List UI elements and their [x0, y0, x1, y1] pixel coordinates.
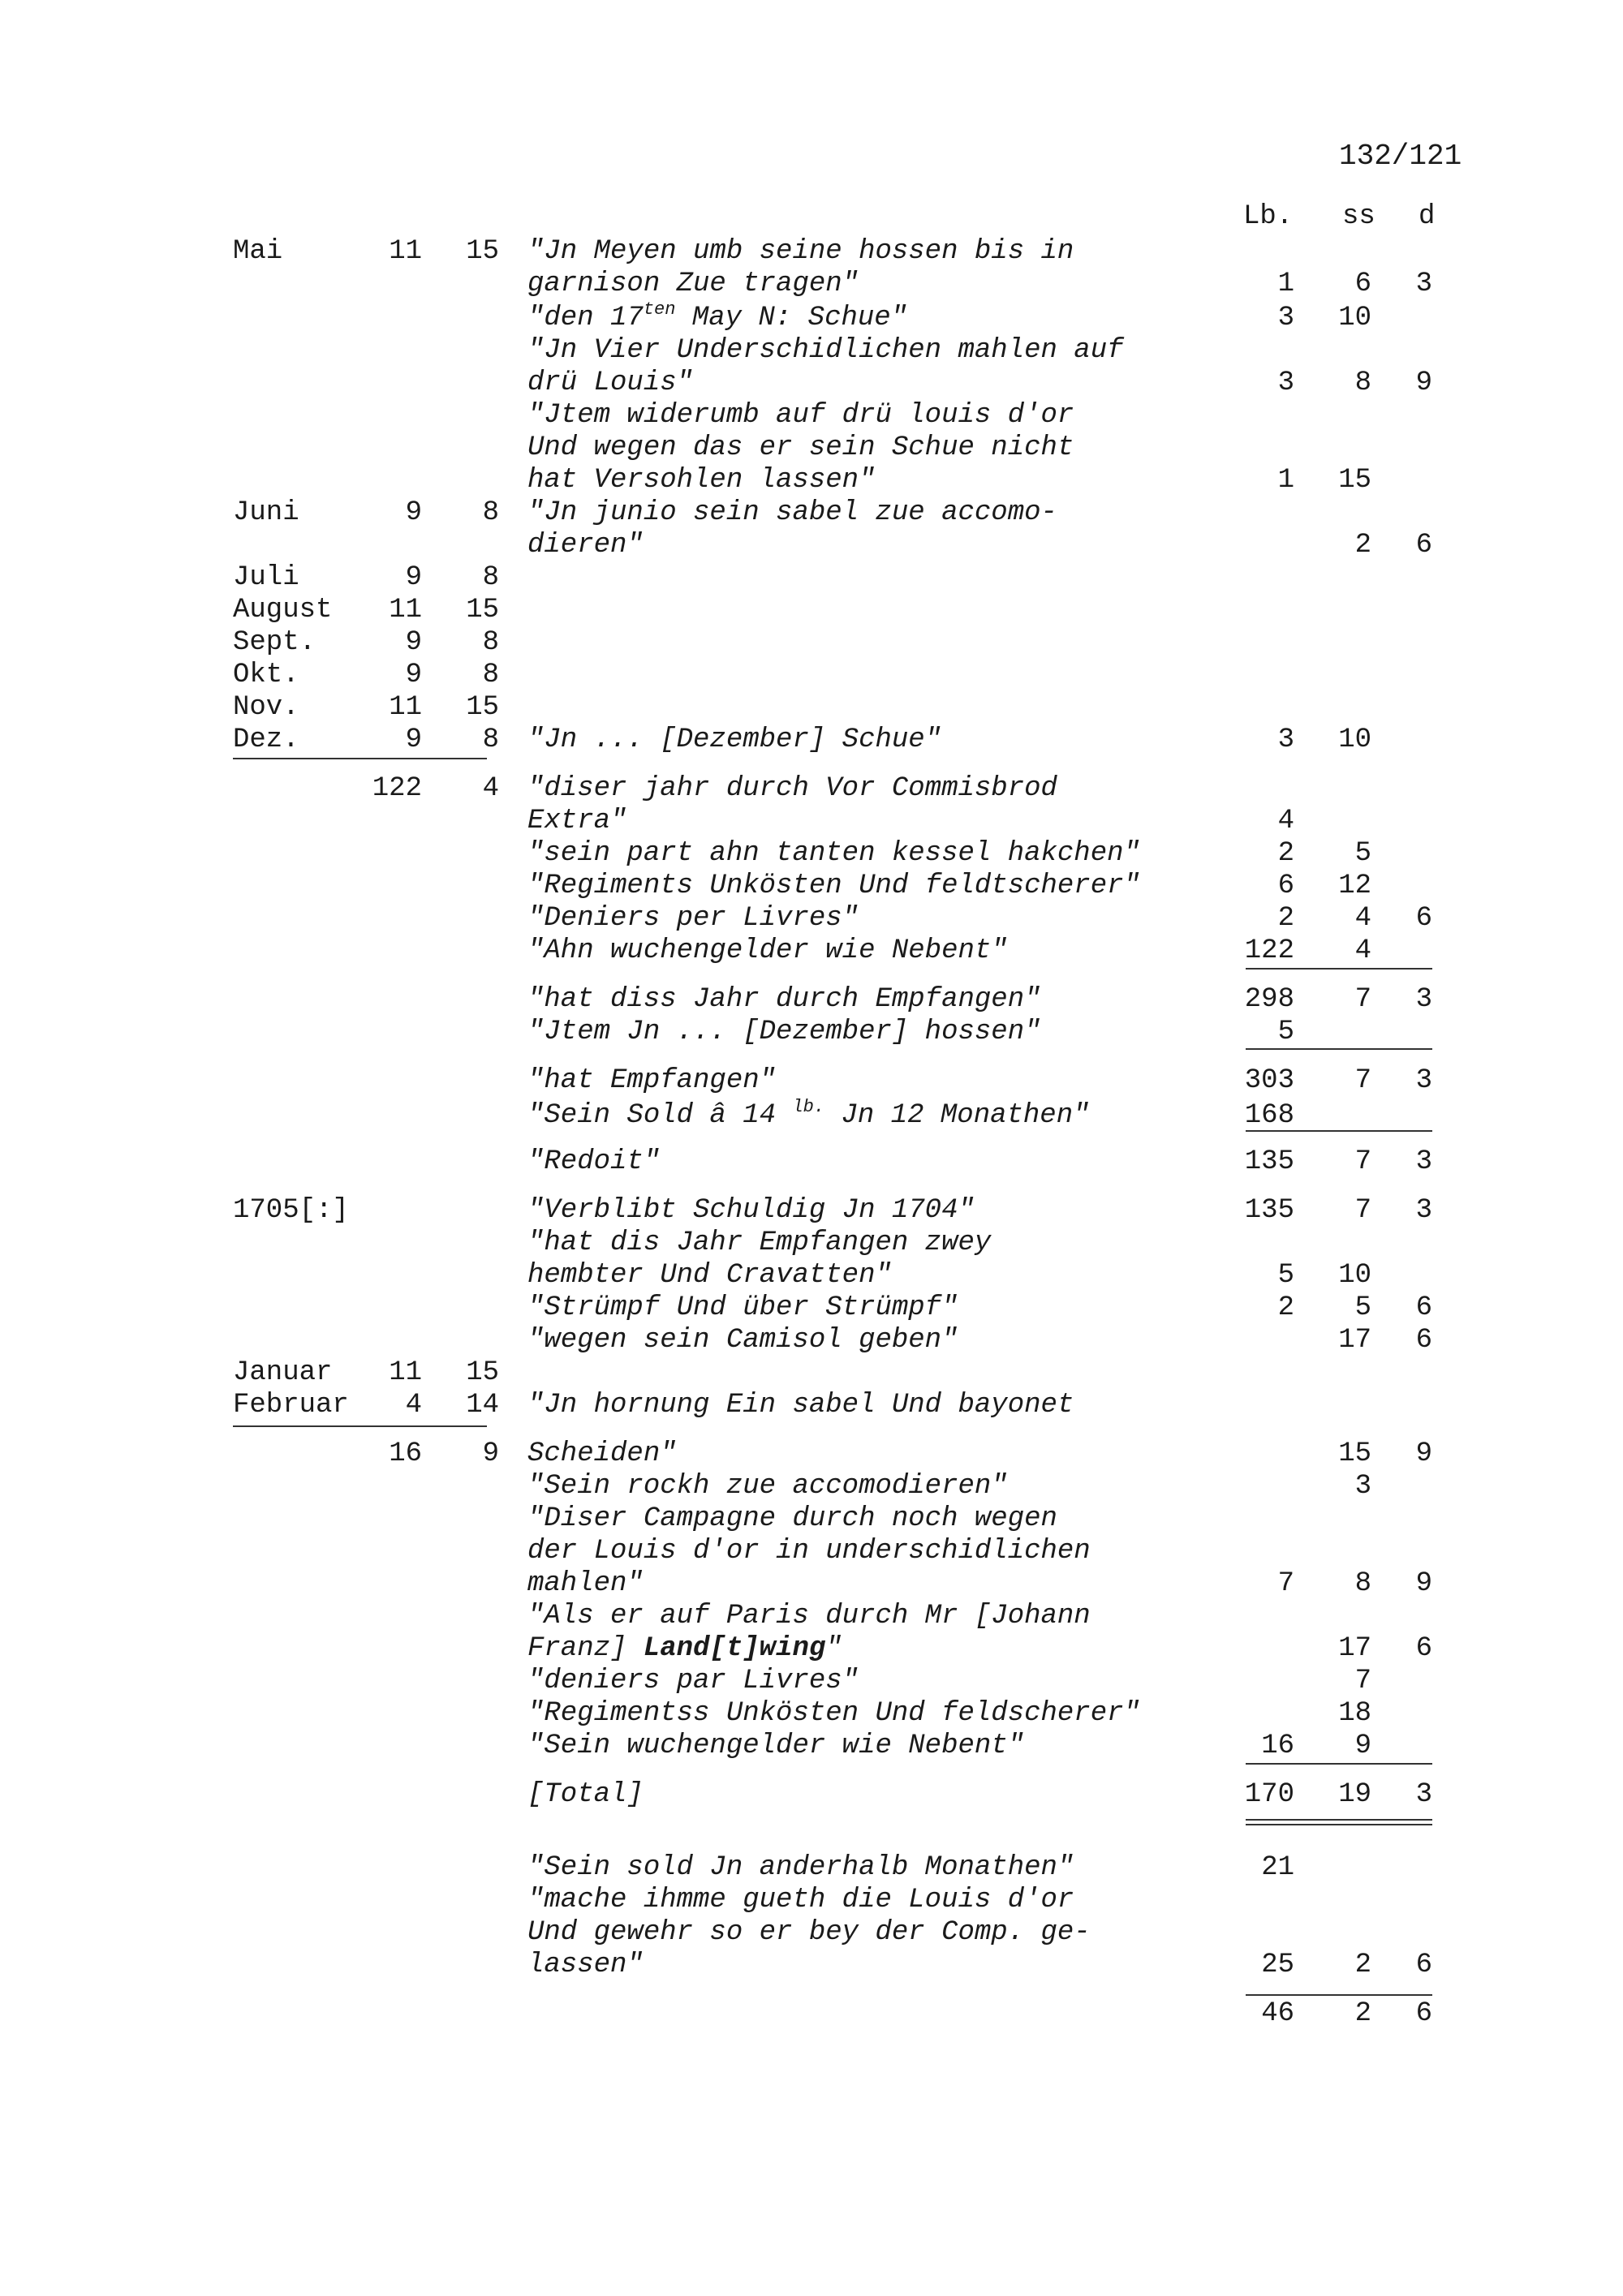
month-amount-2: 8 [482, 497, 499, 528]
amount-ss: 17 [1338, 1633, 1371, 1664]
amount-d: 6 [1415, 903, 1432, 934]
amount-d: 9 [1415, 1568, 1432, 1599]
ledger-row [0, 1357, 1623, 1389]
amount-ss: 6 [1354, 269, 1371, 299]
amount-ss: 19 [1338, 1779, 1371, 1810]
amount-ss: 18 [1338, 1698, 1371, 1729]
amount-d: 6 [1415, 1325, 1432, 1356]
entry-text: Franz] [527, 1633, 644, 1664]
entry-description: "Ahn wuchengelder wie Nebent" [527, 935, 1008, 966]
amount-lb: 5 [1277, 1017, 1294, 1047]
column-header-lb: Lb. [1243, 201, 1294, 232]
entry-description: "deniers par Livres" [527, 1666, 859, 1696]
amount-ss: 12 [1338, 871, 1371, 901]
month-amount-1: 11 [389, 595, 422, 626]
month-amount-2: 4 [482, 773, 499, 804]
entry-description: "Jn Meyen umb seine hossen bis in [527, 236, 1074, 267]
amount-lb: 25 [1261, 1950, 1294, 1980]
ledger-row [0, 691, 1623, 724]
month-label: Juni [233, 497, 299, 528]
amount-d: 3 [1415, 269, 1432, 299]
entry-text: " [825, 1633, 842, 1664]
amount-ss: 17 [1338, 1325, 1371, 1356]
ledger-row [0, 299, 1623, 334]
page-number: 132/121 [1339, 140, 1462, 173]
month-amount-1: 11 [389, 692, 422, 723]
ledger-row [0, 1567, 1623, 1600]
ledger-row [0, 902, 1623, 935]
entry-description: "Regiments Unkösten Und feldtscherer" [527, 871, 1140, 901]
entry-description [527, 299, 908, 334]
entry-text: Jn 12 Monathen" [824, 1100, 1090, 1131]
month-label: Sept. [233, 627, 316, 658]
ledger-row [0, 772, 1623, 805]
month-amount-2: 15 [466, 692, 499, 723]
month-amount-1: 9 [405, 660, 422, 690]
amount-lb: 170 [1244, 1779, 1294, 1810]
amount-d: 3 [1415, 1146, 1432, 1177]
ledger-row [0, 1665, 1623, 1697]
amount-lb: 46 [1261, 1998, 1294, 2029]
amount-lb: 298 [1244, 984, 1294, 1015]
amount-ss: 5 [1354, 838, 1371, 869]
amount-lb: 303 [1244, 1065, 1294, 1096]
entry-description: "diser jahr durch Vor Commisbrod [527, 773, 1057, 804]
month-amount-2: 8 [482, 724, 499, 755]
ledger-row [0, 1099, 1623, 1132]
amount-ss: 2 [1354, 1998, 1371, 2029]
month-label: Dez. [233, 724, 299, 755]
rule [1246, 1048, 1432, 1050]
month-amount-1: 16 [389, 1438, 422, 1469]
ledger-row [0, 626, 1623, 659]
ledger-row [0, 529, 1623, 561]
entry-description: "Redoit" [527, 1146, 661, 1177]
ledger-row [0, 1470, 1623, 1503]
amount-ss: 9 [1354, 1731, 1371, 1761]
amount-ss: 5 [1354, 1292, 1371, 1323]
entry-description: "hat dis Jahr Empfangen zwey [527, 1228, 992, 1258]
ledger-row [0, 1697, 1623, 1730]
amount-ss: 15 [1338, 1438, 1371, 1469]
entry-description: "Regimentss Unkösten Und feldscherer" [527, 1698, 1140, 1729]
amount-lb: 21 [1261, 1852, 1294, 1883]
amount-ss: 2 [1354, 1950, 1371, 1980]
entry-description: "hat Empfangen" [527, 1065, 777, 1096]
ledger-row [0, 561, 1623, 594]
rule [1246, 968, 1432, 970]
month-amount-1: 11 [389, 1357, 422, 1388]
superscript: lb. [792, 1097, 825, 1117]
month-amount-1: 9 [405, 724, 422, 755]
double-rule [1246, 1819, 1432, 1825]
ledger-row [0, 724, 1623, 756]
ledger-row [0, 983, 1623, 1016]
ledger-row [0, 1600, 1623, 1632]
ledger-row [0, 1851, 1623, 1884]
entry-description: mahlen" [527, 1568, 644, 1599]
amount-lb: 5 [1277, 1260, 1294, 1291]
amount-lb: 7 [1277, 1568, 1294, 1599]
rule [233, 758, 487, 759]
amount-ss: 7 [1354, 1146, 1371, 1177]
month-label: Januar [233, 1357, 333, 1388]
ledger-row [0, 1438, 1623, 1470]
amount-lb: 3 [1277, 368, 1294, 398]
amount-lb: 3 [1277, 724, 1294, 755]
ledger-row [0, 837, 1623, 870]
entry-description [527, 1099, 1090, 1132]
ledger-row [0, 1730, 1623, 1762]
amount-lb: 122 [1244, 935, 1294, 966]
ledger-row [0, 1194, 1623, 1227]
entry-description: "Jn junio sein sabel zue accomo- [527, 497, 1057, 528]
ledger-row [0, 367, 1623, 399]
ledger-row [0, 1146, 1623, 1178]
month-amount-1: 122 [372, 773, 422, 804]
ledger-row [0, 1884, 1623, 1916]
ledger-row [0, 805, 1623, 837]
amount-ss: 10 [1338, 724, 1371, 755]
amount-ss: 7 [1354, 984, 1371, 1015]
month-label: Juli [233, 562, 299, 593]
ledger-row [0, 334, 1623, 367]
amount-lb: 168 [1244, 1100, 1294, 1131]
month-label: 1705[:] [233, 1195, 349, 1226]
amount-lb: 6 [1277, 871, 1294, 901]
rule [1246, 1130, 1432, 1132]
column-header-d: d [1419, 201, 1436, 232]
entry-description: [Total] [527, 1779, 644, 1810]
amount-ss: 7 [1354, 1195, 1371, 1226]
ledger-row [0, 464, 1623, 497]
month-label: Februar [233, 1390, 349, 1421]
entry-description: hat Versohlen lassen" [527, 465, 876, 496]
entry-text: "den 17 [527, 303, 644, 333]
entry-description: "Verblibt Schuldig Jn 1704" [527, 1195, 975, 1226]
amount-lb: 2 [1277, 838, 1294, 869]
amount-ss: 4 [1354, 903, 1371, 934]
bold-name: Land[t]wing [643, 1633, 826, 1664]
amount-ss: 15 [1338, 465, 1371, 496]
amount-ss: 3 [1354, 1471, 1371, 1502]
month-amount-2: 15 [466, 236, 499, 267]
amount-ss: 10 [1338, 303, 1371, 333]
entry-description: "Als er auf Paris durch Mr [Johann [527, 1601, 1091, 1632]
month-label: Okt. [233, 660, 299, 690]
superscript: ten [643, 299, 676, 320]
amount-ss: 4 [1354, 935, 1371, 966]
amount-d: 9 [1415, 368, 1432, 398]
ledger-row [0, 1997, 1623, 2030]
ledger-row [0, 1535, 1623, 1567]
month-amount-1: 9 [405, 497, 422, 528]
ledger-row [0, 1016, 1623, 1048]
ledger-row [0, 235, 1623, 268]
month-amount-1: 4 [405, 1390, 422, 1421]
ledger-row [0, 1064, 1623, 1097]
amount-lb: 2 [1277, 903, 1294, 934]
amount-d: 9 [1415, 1438, 1432, 1469]
amount-d: 6 [1415, 1292, 1432, 1323]
entry-description: lassen" [527, 1950, 644, 1980]
entry-description: "Sein wuchengelder wie Nebent" [527, 1731, 1025, 1761]
amount-lb: 135 [1244, 1195, 1294, 1226]
amount-lb: 4 [1277, 806, 1294, 836]
entry-description: "Sein rockh zue accomodieren" [527, 1471, 1008, 1502]
column-header-ss: ss [1342, 201, 1375, 232]
entry-text: May N: Schue" [675, 303, 908, 333]
amount-d: 6 [1415, 1950, 1432, 1980]
amount-d: 6 [1415, 1633, 1432, 1664]
ledger-row [0, 1916, 1623, 1949]
rule [1246, 1994, 1432, 1996]
entry-description: "Jn hornung Ein sabel Und bayonet [527, 1390, 1074, 1421]
rule [1246, 1763, 1432, 1765]
entry-description [527, 1632, 842, 1665]
entry-description: "Jn ... [Dezember] Schue" [527, 724, 942, 755]
amount-ss: 2 [1354, 530, 1371, 561]
month-label: Mai [233, 236, 283, 267]
ledger-row [0, 1292, 1623, 1324]
amount-d: 6 [1415, 530, 1432, 561]
ledger-row [0, 1259, 1623, 1292]
entry-description: "wegen sein Camisol geben" [527, 1325, 958, 1356]
ledger-row [0, 870, 1623, 902]
ledger-row [0, 1227, 1623, 1259]
amount-ss: 10 [1338, 1260, 1371, 1291]
entry-description: dieren" [527, 530, 644, 561]
month-amount-2: 14 [466, 1390, 499, 1421]
month-amount-2: 8 [482, 627, 499, 658]
ledger-row [0, 935, 1623, 967]
entry-description: hembter Und Cravatten" [527, 1260, 892, 1291]
amount-d: 3 [1415, 1779, 1432, 1810]
entry-description: Scheiden" [527, 1438, 677, 1469]
entry-description: "Deniers per Livres" [527, 903, 859, 934]
entry-description: "Jn Vier Underschidlichen mahlen auf [527, 335, 1124, 366]
month-amount-2: 9 [482, 1438, 499, 1469]
month-amount-2: 8 [482, 562, 499, 593]
ledger-row [0, 1324, 1623, 1357]
entry-description: "Strümpf Und über Strümpf" [527, 1292, 958, 1323]
entry-description: der Louis d'or in underschidlichen [527, 1536, 1091, 1567]
ledger-row [0, 1949, 1623, 1981]
amount-lb: 135 [1244, 1146, 1294, 1177]
amount-ss: 8 [1354, 368, 1371, 398]
entry-description: Extra" [527, 806, 627, 836]
amount-lb: 3 [1277, 303, 1294, 333]
ledger-row [0, 1389, 1623, 1421]
ledger-row [0, 268, 1623, 300]
amount-ss: 8 [1354, 1568, 1371, 1599]
rule [233, 1425, 487, 1427]
entry-description: "mache ihmme gueth die Louis d'or [527, 1885, 1074, 1915]
month-amount-1: 9 [405, 627, 422, 658]
amount-d: 3 [1415, 984, 1432, 1015]
ledger-row [0, 497, 1623, 529]
ledger-row [0, 1503, 1623, 1535]
month-amount-2: 8 [482, 660, 499, 690]
entry-description: "Jtem widerumb auf drü louis d'or [527, 400, 1074, 431]
ledger-row [0, 1632, 1623, 1665]
entry-text: "Sein Sold â 14 [527, 1100, 793, 1131]
ledger-row [0, 432, 1623, 464]
month-label: August [233, 595, 333, 626]
amount-lb: 16 [1261, 1731, 1294, 1761]
amount-lb: 2 [1277, 1292, 1294, 1323]
amount-lb: 1 [1277, 465, 1294, 496]
entry-description: "Diser Campagne durch noch wegen [527, 1503, 1057, 1534]
amount-ss: 7 [1354, 1065, 1371, 1096]
amount-ss: 7 [1354, 1666, 1371, 1696]
entry-description: garnison Zue tragen" [527, 269, 859, 299]
entry-description: drü Louis" [527, 368, 694, 398]
amount-d: 3 [1415, 1195, 1432, 1226]
amount-lb: 1 [1277, 269, 1294, 299]
ledger-row [0, 399, 1623, 432]
ledger-row [0, 1778, 1623, 1811]
month-label: Nov. [233, 692, 299, 723]
month-amount-1: 9 [405, 562, 422, 593]
entry-description: "Jtem Jn ... [Dezember] hossen" [527, 1017, 1041, 1047]
amount-d: 6 [1415, 1998, 1432, 2029]
ledger-row [0, 659, 1623, 691]
amount-d: 3 [1415, 1065, 1432, 1096]
month-amount-2: 15 [466, 595, 499, 626]
month-amount-2: 15 [466, 1357, 499, 1388]
entry-description: "hat diss Jahr durch Empfangen" [527, 984, 1041, 1015]
entry-description: "Sein sold Jn anderhalb Monathen" [527, 1852, 1074, 1883]
ledger-row [0, 594, 1623, 626]
entry-description: Und gewehr so er bey der Comp. ge- [527, 1917, 1091, 1948]
entry-description: Und wegen das er sein Schue nicht [527, 432, 1074, 463]
month-amount-1: 11 [389, 236, 422, 267]
entry-description: "sein part ahn tanten kessel hakchen" [527, 838, 1140, 869]
